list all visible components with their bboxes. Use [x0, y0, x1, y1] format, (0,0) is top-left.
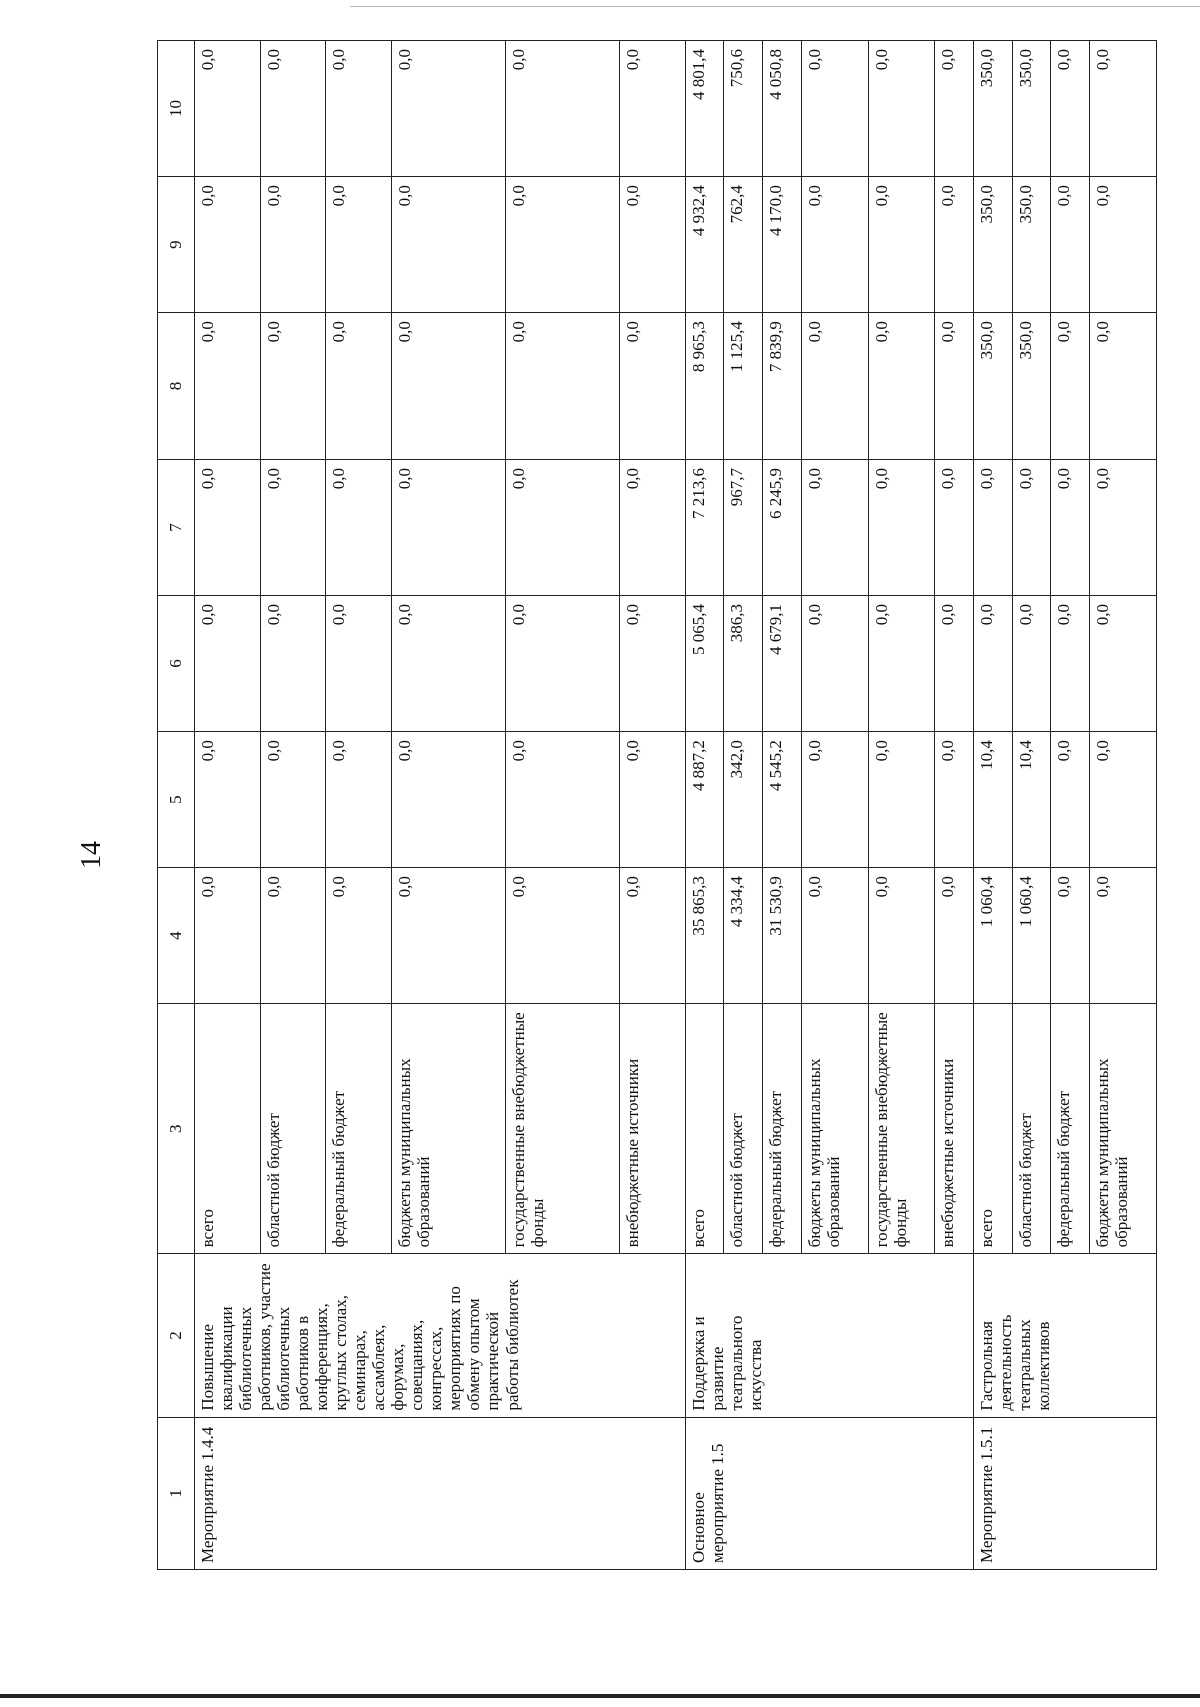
funding-source: областной бюджет — [1012, 1004, 1051, 1254]
amount-cell: 0,0 — [326, 177, 392, 313]
funding-source: всего — [974, 1004, 1013, 1254]
amount-cell: 0,0 — [506, 41, 620, 177]
column-header: 8 — [158, 313, 195, 460]
measure-name: Повышение квалификации библиотечных работников, участие библиотечных работников в конференциях, круглых столах, семинарах, ассамблеях, форумах, совещаниях, конгрессах, мероприятиях по обмену опытом практической работы библиотек — [195, 1254, 686, 1417]
measure-code: Мероприятие 1.5.1 — [974, 1417, 1157, 1569]
amount-cell: 0,0 — [260, 313, 326, 460]
amount-cell: 0,0 — [195, 596, 261, 732]
amount-cell: 0,0 — [801, 177, 868, 313]
amount-cell: 342,0 — [724, 732, 763, 868]
amount-cell: 0,0 — [392, 41, 506, 177]
measure-code: Мероприятие 1.4.4 — [195, 1417, 686, 1569]
amount-cell: 0,0 — [506, 732, 620, 868]
amount-cell: 0,0 — [260, 868, 326, 1004]
amount-cell: 0,0 — [1089, 177, 1156, 313]
amount-cell: 0,0 — [868, 313, 935, 460]
amount-cell: 0,0 — [506, 596, 620, 732]
table-rotated-wrapper — [157, 40, 1157, 1570]
amount-cell: 0,0 — [326, 41, 392, 177]
amount-cell: 0,0 — [392, 460, 506, 596]
column-header: 3 — [158, 1004, 195, 1254]
funding-source: государственные внебюджетные фонды — [506, 1004, 620, 1254]
funding-source: всего — [195, 1004, 261, 1254]
amount-cell: 7 839,9 — [762, 313, 801, 460]
amount-cell: 0,0 — [868, 868, 935, 1004]
amount-cell: 8 965,3 — [685, 313, 724, 460]
amount-cell: 0,0 — [935, 313, 974, 460]
measure-code: Основное мероприятие 1.5 — [685, 1417, 973, 1569]
amount-cell: 0,0 — [506, 177, 620, 313]
funding-source: областной бюджет — [724, 1004, 763, 1254]
funding-source: федеральный бюджет — [762, 1004, 801, 1254]
column-header: 10 — [158, 41, 195, 177]
table-row — [974, 41, 1013, 1570]
amount-cell: 0,0 — [260, 41, 326, 177]
amount-cell: 0,0 — [868, 596, 935, 732]
funding-source: всего — [685, 1004, 724, 1254]
amount-cell: 0,0 — [1051, 313, 1090, 460]
amount-cell: 0,0 — [195, 868, 261, 1004]
amount-cell: 5 065,4 — [685, 596, 724, 732]
amount-cell: 0,0 — [326, 596, 392, 732]
amount-cell: 0,0 — [506, 460, 620, 596]
amount-cell: 0,0 — [619, 868, 685, 1004]
amount-cell: 0,0 — [506, 868, 620, 1004]
amount-cell: 0,0 — [935, 177, 974, 313]
column-header: 6 — [158, 596, 195, 732]
amount-cell: 0,0 — [1051, 41, 1090, 177]
amount-cell: 350,0 — [974, 41, 1013, 177]
amount-cell: 0,0 — [801, 41, 868, 177]
amount-cell: 0,0 — [868, 460, 935, 596]
amount-cell: 4 050,8 — [762, 41, 801, 177]
column-header: 7 — [158, 460, 195, 596]
header-row — [158, 41, 195, 1570]
amount-cell: 350,0 — [1012, 41, 1051, 177]
amount-cell: 0,0 — [506, 313, 620, 460]
page-number: 14 — [76, 841, 107, 869]
amount-cell: 0,0 — [619, 313, 685, 460]
amount-cell: 0,0 — [1089, 596, 1156, 732]
table-row — [195, 41, 261, 1570]
amount-cell: 0,0 — [392, 868, 506, 1004]
amount-cell: 0,0 — [974, 596, 1013, 732]
amount-cell: 0,0 — [801, 732, 868, 868]
amount-cell: 0,0 — [195, 460, 261, 596]
amount-cell: 0,0 — [260, 596, 326, 732]
amount-cell: 0,0 — [974, 460, 1013, 596]
amount-cell: 967,7 — [724, 460, 763, 596]
amount-cell: 31 530,9 — [762, 868, 801, 1004]
amount-cell: 0,0 — [801, 868, 868, 1004]
column-header: 1 — [158, 1417, 195, 1569]
amount-cell: 0,0 — [392, 596, 506, 732]
amount-cell: 350,0 — [1012, 313, 1051, 460]
amount-cell: 0,0 — [326, 460, 392, 596]
amount-cell: 0,0 — [619, 41, 685, 177]
amount-cell: 0,0 — [619, 460, 685, 596]
amount-cell: 0,0 — [1089, 460, 1156, 596]
amount-cell: 1 060,4 — [974, 868, 1013, 1004]
column-header: 2 — [158, 1254, 195, 1417]
amount-cell: 0,0 — [195, 732, 261, 868]
amount-cell: 0,0 — [392, 732, 506, 868]
amount-cell: 0,0 — [1051, 732, 1090, 868]
amount-cell: 0,0 — [195, 41, 261, 177]
amount-cell: 0,0 — [1051, 596, 1090, 732]
amount-cell: 0,0 — [801, 313, 868, 460]
funding-source: государственные внебюджетные фонды — [868, 1004, 935, 1254]
amount-cell: 0,0 — [1012, 460, 1051, 596]
funding-source: областной бюджет — [260, 1004, 326, 1254]
amount-cell: 0,0 — [1089, 868, 1156, 1004]
amount-cell: 0,0 — [392, 177, 506, 313]
funding-source: внебюджетные источники — [619, 1004, 685, 1254]
amount-cell: 0,0 — [935, 460, 974, 596]
amount-cell: 0,0 — [868, 177, 935, 313]
column-header: 9 — [158, 177, 195, 313]
amount-cell: 0,0 — [619, 177, 685, 313]
amount-cell: 762,4 — [724, 177, 763, 313]
funding-source: бюджеты муниципальных образований — [392, 1004, 506, 1254]
amount-cell: 350,0 — [974, 313, 1013, 460]
amount-cell: 4 334,4 — [724, 868, 763, 1004]
amount-cell: 0,0 — [260, 732, 326, 868]
amount-cell: 350,0 — [974, 177, 1013, 313]
amount-cell: 0,0 — [195, 313, 261, 460]
amount-cell: 10,4 — [974, 732, 1013, 868]
amount-cell: 0,0 — [868, 41, 935, 177]
amount-cell: 6 245,9 — [762, 460, 801, 596]
amount-cell: 750,6 — [724, 41, 763, 177]
top-rule — [350, 6, 1200, 7]
table-body — [195, 41, 1157, 1570]
funding-source: федеральный бюджет — [326, 1004, 392, 1254]
amount-cell: 7 213,6 — [685, 460, 724, 596]
amount-cell: 0,0 — [326, 313, 392, 460]
amount-cell: 0,0 — [195, 177, 261, 313]
amount-cell: 35 865,3 — [685, 868, 724, 1004]
amount-cell: 0,0 — [801, 596, 868, 732]
funding-source: бюджеты муниципальных образований — [801, 1004, 868, 1254]
amount-cell: 0,0 — [1051, 868, 1090, 1004]
amount-cell: 4 801,4 — [685, 41, 724, 177]
measure-name: Поддержка и развитие театрального искусства — [685, 1254, 973, 1417]
measure-name: Гастрольная деятельность театральных коллективов — [974, 1254, 1157, 1417]
amount-cell: 4 932,4 — [685, 177, 724, 313]
amount-cell: 4 887,2 — [685, 732, 724, 868]
amount-cell: 1 125,4 — [724, 313, 763, 460]
amount-cell: 4 679,1 — [762, 596, 801, 732]
amount-cell: 0,0 — [392, 313, 506, 460]
amount-cell: 0,0 — [935, 596, 974, 732]
amount-cell: 0,0 — [1012, 596, 1051, 732]
table-row — [685, 41, 724, 1570]
column-header: 4 — [158, 868, 195, 1004]
funding-source: федеральный бюджет — [1051, 1004, 1090, 1254]
amount-cell: 0,0 — [326, 732, 392, 868]
amount-cell: 0,0 — [868, 732, 935, 868]
amount-cell: 0,0 — [935, 732, 974, 868]
funding-source: бюджеты муниципальных образований — [1089, 1004, 1156, 1254]
amount-cell: 0,0 — [801, 460, 868, 596]
amount-cell: 0,0 — [1089, 732, 1156, 868]
amount-cell: 0,0 — [1051, 460, 1090, 596]
amount-cell: 1 060,4 — [1012, 868, 1051, 1004]
amount-cell: 0,0 — [1051, 177, 1090, 313]
amount-cell: 4 545,2 — [762, 732, 801, 868]
amount-cell: 386,3 — [724, 596, 763, 732]
budget-table — [157, 40, 1157, 1570]
bottom-rule — [0, 1694, 1200, 1698]
amount-cell: 0,0 — [619, 596, 685, 732]
amount-cell: 0,0 — [326, 868, 392, 1004]
amount-cell: 10,4 — [1012, 732, 1051, 868]
amount-cell: 0,0 — [260, 460, 326, 596]
amount-cell: 0,0 — [935, 868, 974, 1004]
amount-cell: 4 170,0 — [762, 177, 801, 313]
column-header: 5 — [158, 732, 195, 868]
amount-cell: 0,0 — [935, 41, 974, 177]
amount-cell: 0,0 — [260, 177, 326, 313]
amount-cell: 0,0 — [1089, 313, 1156, 460]
amount-cell: 0,0 — [1089, 41, 1156, 177]
funding-source: внебюджетные источники — [935, 1004, 974, 1254]
amount-cell: 0,0 — [619, 732, 685, 868]
amount-cell: 350,0 — [1012, 177, 1051, 313]
